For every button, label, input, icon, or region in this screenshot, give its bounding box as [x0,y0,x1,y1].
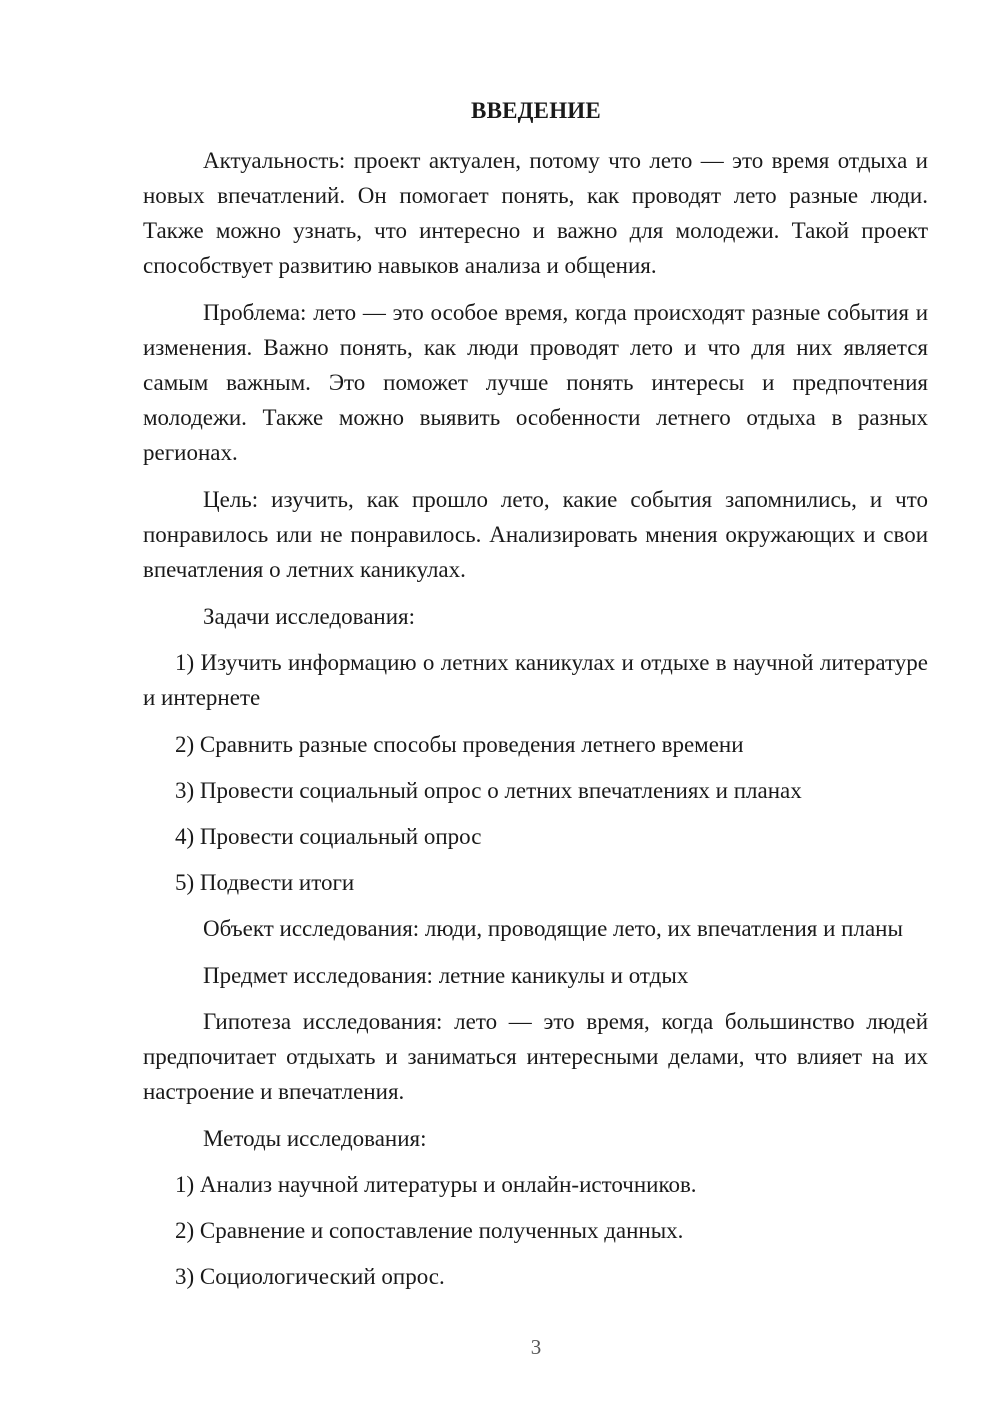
paragraph-object: Объект исследования: люди, проводящие лето, их впечатления и планы [203,916,903,941]
task-item: 3) Провести социальный опрос о летних впечатлениях и планах [175,778,802,803]
method-item: 1) Анализ научной литературы и онлайн-источников. [175,1172,697,1197]
task-item: 5) Подвести итоги [175,870,355,895]
method-item: 3) Социологический опрос. [175,1264,445,1289]
document-body [143,143,928,1305]
paragraph-goal: Цель: изучить, как прошло лето, какие события запомнились, и что понравилось или не понравилось. Анализировать мнения окружающих и свои впечатления о летних каникулах. [143,487,928,582]
page-number: 3 [530,1335,542,1359]
tasks-heading: Задачи исследования: [203,604,416,629]
methods-heading: Методы исследования: [203,1126,427,1151]
task-item: 1) Изучить информацию о летних каникулах и отдыхе в научной литературе и интернете [143,650,928,710]
paragraph-hypothesis: Гипотеза исследования: лето — это время, когда большинство людей предпочитает отдыхать и заниматься интересными делами, что влияет на их настроение и впечатления. [143,1009,928,1104]
method-item: 2) Сравнение и сопоставление полученных данных. [175,1218,684,1243]
task-item: 2) Сравнить разные способы проведения летнего времени [175,732,744,757]
paragraph-problem: Проблема: лето — это особое время, когда происходят разные события и изменения. Важно понять, как люди проводят лето и что для них является самым важным. Это поможет лучше понять интересы и предпочтения молодежи. Также можно выявить особенности летнего отдыха в разных регионах. [143,300,928,465]
paragraph-relevance: Актуальность: проект актуален, потому что лето — это время отдыха и новых впечатлений. Он помогает понять, как проводят лето разные люди. Также можно узнать, что интересно и важно для молодежи. Такой проект способствует развитию навыков анализа и общения. [143,148,928,278]
page-title: ВВЕДЕНИЕ [471,98,601,123]
task-item: 4) Провести социальный опрос [175,824,482,849]
paragraph-subject: Предмет исследования: летние каникулы и отдых [203,963,689,988]
